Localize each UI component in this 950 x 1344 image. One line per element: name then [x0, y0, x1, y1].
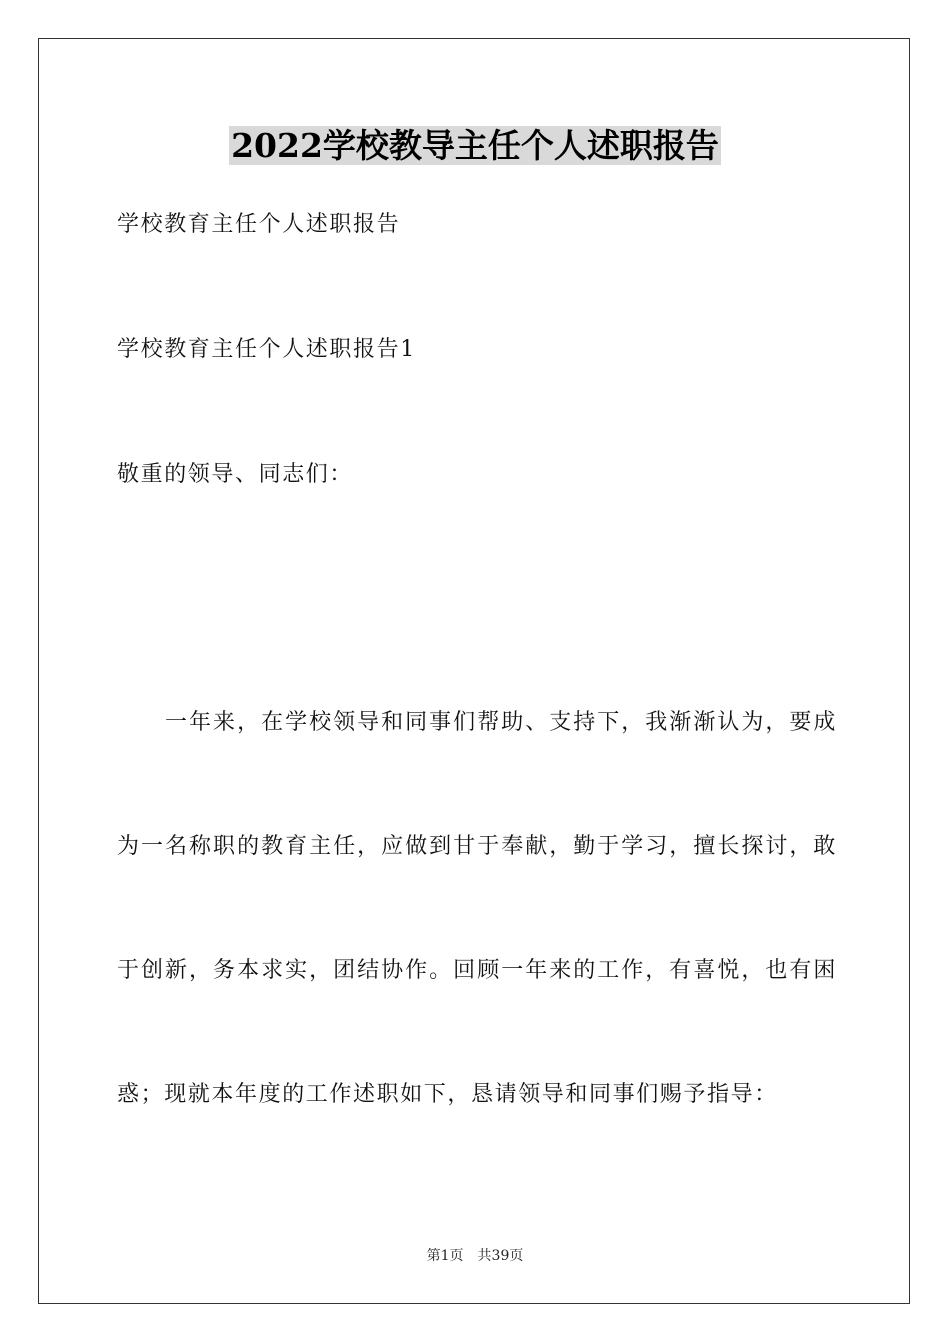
salutation: 敬重的领导、同志们：	[117, 462, 354, 487]
page-total: 共39页	[477, 1248, 524, 1264]
paragraph-line-3: 于创新，务本求实，团结协作。回顾一年来的工作，有喜悦，也有困	[117, 958, 837, 983]
paragraph-line-2: 为一名称职的教育主任，应做到甘于奉献，勤于学习，擅长探讨，敢	[117, 834, 837, 859]
page-number: 第1页	[426, 1248, 464, 1264]
document-title	[0, 122, 950, 170]
paragraph-line-4: 惑；现就本年度的工作述职如下，恳请领导和同事们赐予指导：	[117, 1082, 778, 1107]
page-footer	[0, 1245, 950, 1265]
paragraph-line-1: 一年来，在学校领导和同事们帮助、支持下，我渐渐认为，要成	[117, 710, 837, 735]
document-subtitle: 学校教育主任个人述职报告	[117, 212, 401, 237]
section-heading: 学校教育主任个人述职报告1	[117, 337, 416, 362]
document-title-text: 2022学校教导主任个人述职报告	[231, 126, 719, 165]
